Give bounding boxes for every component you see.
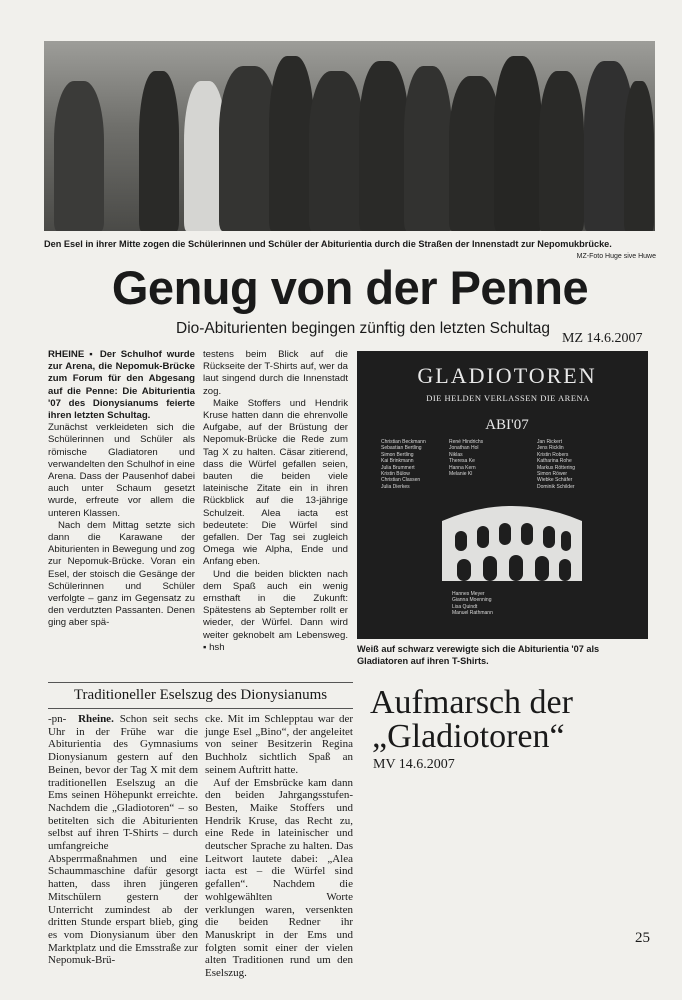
article-column-2: [203, 349, 348, 654]
photo-caption: Den Esel in ihrer Mitte zogen die Schülerinnen und Schüler der Abiturientia durch die Straßen der Innenstadt zur Nepomukbrücke.: [44, 239, 612, 249]
tshirt-abi: ABI'07: [485, 417, 529, 433]
article-headline: Genug von der Penne: [111, 261, 589, 314]
article2-column-1: [48, 713, 198, 967]
tshirt-title: GLADIOTOREN: [417, 363, 597, 388]
article2-lead-place: Rheine.: [78, 713, 114, 725]
article2-paragraph: Auf der Emsbrücke kam dann den beiden Jahrgangsstufen-Besten, Maike Stoffers und Hendrik Kruse, das Recht zu, eine Rede in lateinischer und deutscher Sprache zu halten. Das Leitwort lautete dabei: „Alea iacta est – die Würfel sind gefallen“. Nachdem die wohlgewählten Worte verklungen waren, versenkten die beiden Redner ihr Manuskript in der Ems und folgten somit einer der vielen alten Traditionen rund um den Eselszug.: [205, 776, 353, 980]
article2-paragraph: cke. Mit im Schlepptau war der junge Esel „Bino“, der angeleitet von seiner Besitzerin Regina Buchholz sichtlich Spaß an seinem Auftritt hatte.: [205, 713, 353, 776]
page-number: 25: [635, 930, 650, 946]
tshirt-photo: [357, 351, 648, 639]
article-paragraph: Nach dem Mittag setzte sich dann die Karawane der Abiturienten in Bewegung und zog zur Nepomuk-Brücke. Voran ein Esel, der stoisch die Gesänge der Schülerinnen und Schüler verfolgte – ganz im Gegensatz zu den verdutzten Passanten. Denen ging aber spä-: [48, 519, 195, 629]
article2-source: MV 14.6.2007: [373, 757, 455, 772]
tshirt-arc-text: DIE HELDEN VERLASSEN DIE ARENA: [426, 393, 590, 403]
article-lead: RHEINE ▪ Der Schulhof wurde zur Arena, die Nepomuk-Brücke zum Forum für den Abgesang auf die Penne: Die Abiturientia '07 des Dionysianums feierte ihren letzten Schultag.: [48, 349, 195, 422]
photo-credit: MZ-Foto Huge sive Huwe: [576, 253, 656, 260]
article-paragraph: Zunächst verkleideten sich die Schülerinnen und Schüler als römische Gladiatoren und verwandelten den Schulhof in eine Arena. Dass der Pausenhof dabei auch unter Schaum gesetzt wurde, erfreute vor allem die unteren Klassen.: [48, 422, 195, 519]
article-column-1: [48, 349, 195, 630]
tshirt-names-bottom: Hannes Meyer Gianna Moenning Lisa Quindt Manuel Rathmann: [452, 591, 493, 617]
article-subhead: Dio-Abiturienten begingen zünftig den letzten Schultag: [176, 320, 550, 337]
article2-lead-prefix: -pn-: [48, 713, 67, 725]
kicker-rule-top: [48, 682, 353, 683]
article-paragraph: testens beim Blick auf die Rückseite der T-Shirts auf, wer da laut singend durch die Innenstadt zog.: [203, 349, 348, 397]
article2-headline-line2: „Gladiotoren“: [372, 718, 565, 755]
tshirt-names-right: Jan Rickert Jens Ricklin Kristin Robers Katharina Rohe Markus Röttering Simon Röwer Wiebke Schäfer Dominik Schilder: [537, 439, 576, 490]
tshirt-names-mid: René Hindrichs Jonathan Hol Niklas Theresa Ke Hanna Kern Melanie Kl: [449, 439, 484, 478]
article2-headline-line1: Aufmarsch der: [370, 684, 573, 721]
article-paragraph: Maike Stoffers und Hendrik Kruse hatten dann die ehrenvolle Aufgabe, auf der Brüstung der Nepomuk-Brücke die Rede zum Tag X zu halten. Cäsar zitierend, dass die Würfel gefallen seien, bauten die beiden viele lateinische Zitate ein in ihren Rückblick auf die 13-jährige Schulzeit. Alea iacta est bedeutete: Die Würfel sind gefallen. Der Tag sei zugleich Omega wie Alpha, Ende und Anfang eben.: [203, 397, 348, 568]
kicker-rule-bottom: [48, 708, 353, 709]
article2-paragraph: Schon seit sechs Uhr in der Frühe war die Abiturientia des Gymnasiums Dionysianum gestern auf den Beinen, bevor der Tag X mit dem traditionellen Eselszug an die Ems seinen Höhepunkt erreichte. Nachdem die „Gladiotoren“ – so betitelten sich die Abiturienten selbst auf ihren T-Shirts – durch umfangreiche Absperrmaßnahmen und eine Schaummaschine dafür gesorgt hatten, dass ihren jüngeren Mitschülern gestern der Unterricht zumindest ab der dritten Stunde erspart blieb, ging es vom Dionysianum über den Marktplatz und die Emsstraße zur Nepomuk-Brü-: [48, 713, 199, 967]
tshirt-names-left: Christian Beckmann Sebastian Bertling Simon Bertling Kai Brinkmann Julia Brummert Kristin Bülow Christian Classen Julia Dierkes: [381, 439, 426, 490]
article2-kicker: Traditioneller Eselszug des Dionysianums: [73, 687, 328, 703]
article2-column-2: [205, 713, 353, 980]
parade-photo: [44, 41, 655, 231]
article-paragraph: Und die beiden blickten nach dem Spaß auch ein wenig ernsthaft in die Zukunft: Spätestens ab September rollt er wieder, der Würfel. Dann wird weiter geknobelt am Lebensweg. ▪ hsh: [203, 568, 348, 653]
tshirt-caption: Weiß auf schwarz verewigte sich die Abiturientia '07 als Gladiatoren auf ihren T-Shirts.: [357, 644, 600, 666]
article-source: MZ 14.6.2007: [562, 331, 643, 346]
colosseum-graphic: [437, 491, 587, 586]
